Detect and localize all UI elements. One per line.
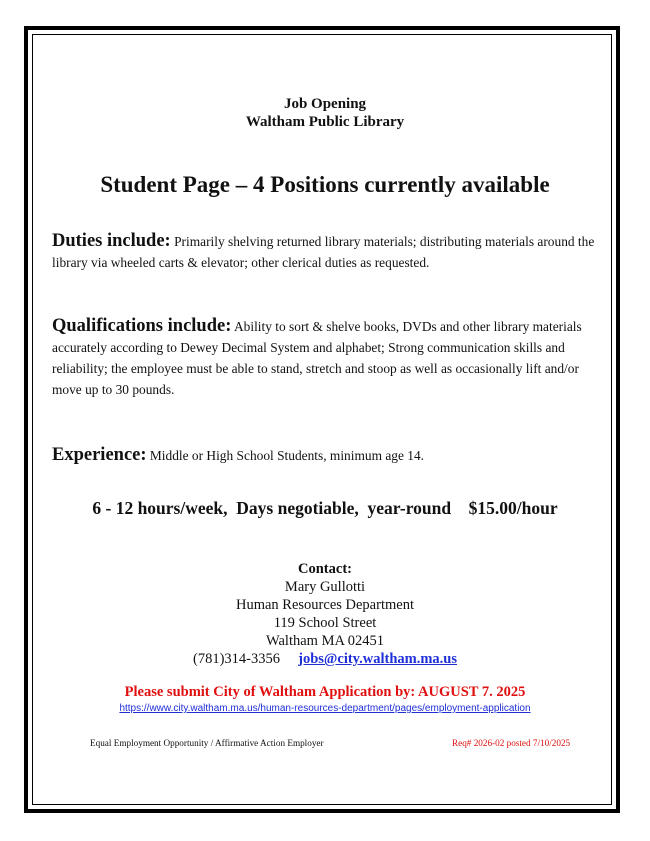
- qualifications-section: [52, 316, 604, 400]
- contact-heading: Contact:: [298, 561, 352, 577]
- schedule-term: year-round: [367, 498, 452, 518]
- contact-city: Waltham MA 02451: [265, 633, 385, 649]
- duties-section: [52, 231, 604, 273]
- experience-text: Middle or High School Students, minimum age 14.: [149, 448, 425, 463]
- contact-email-link[interactable]: jobs@city.waltham.ma.us: [298, 651, 458, 667]
- contact-phone: (781)314-3356: [192, 651, 280, 667]
- qualifications-label: Qualifications include:: [52, 316, 232, 336]
- header-line1: Job Opening: [283, 96, 367, 112]
- footer-eeo: Equal Employment Opportunity / Affirmative Action Employer: [90, 738, 324, 748]
- qualifications-text: Ability to sort & shelve books, DVDs and other library materials accurately according to Dewey Decimal System and alphabet; Strong communication skills and reliability; the employee must be able to stand, stretch and stoop as well as occasionally lift and/or move up to 30 pounds.: [52, 319, 582, 397]
- application-url-link[interactable]: https://www.city.waltham.ma.us/human-resources-department/pages/employment-application: [119, 703, 531, 714]
- contact-line: [0, 650, 650, 669]
- footer-req: Req# 2026-02 posted 7/10/2025: [452, 738, 571, 748]
- schedule-pay: $15.00/hour: [468, 498, 558, 518]
- page-title: Student Page – 4 Positions currently available: [100, 172, 550, 197]
- contact-street: 119 School Street: [273, 615, 377, 631]
- duties-label: Duties include:: [52, 231, 171, 251]
- contact-department: Human Resources Department: [236, 597, 414, 613]
- schedule-days: Days negotiable,: [236, 498, 359, 518]
- schedule-line: [0, 498, 650, 519]
- duties-text: Primarily shelving returned library materials; distributing materials around the library via wheeled carts & elevator; other clerical duties as requested.: [52, 234, 595, 270]
- contact-name: Mary Gullotti: [284, 579, 366, 595]
- experience-label: Experience:: [52, 445, 147, 465]
- schedule-hours: 6 - 12 hours/week,: [92, 498, 228, 518]
- experience-section: [52, 445, 604, 466]
- header-line2: Waltham Public Library: [245, 114, 405, 130]
- application-deadline: Please submit City of Waltham Application by: AUGUST 7. 2025: [124, 684, 526, 700]
